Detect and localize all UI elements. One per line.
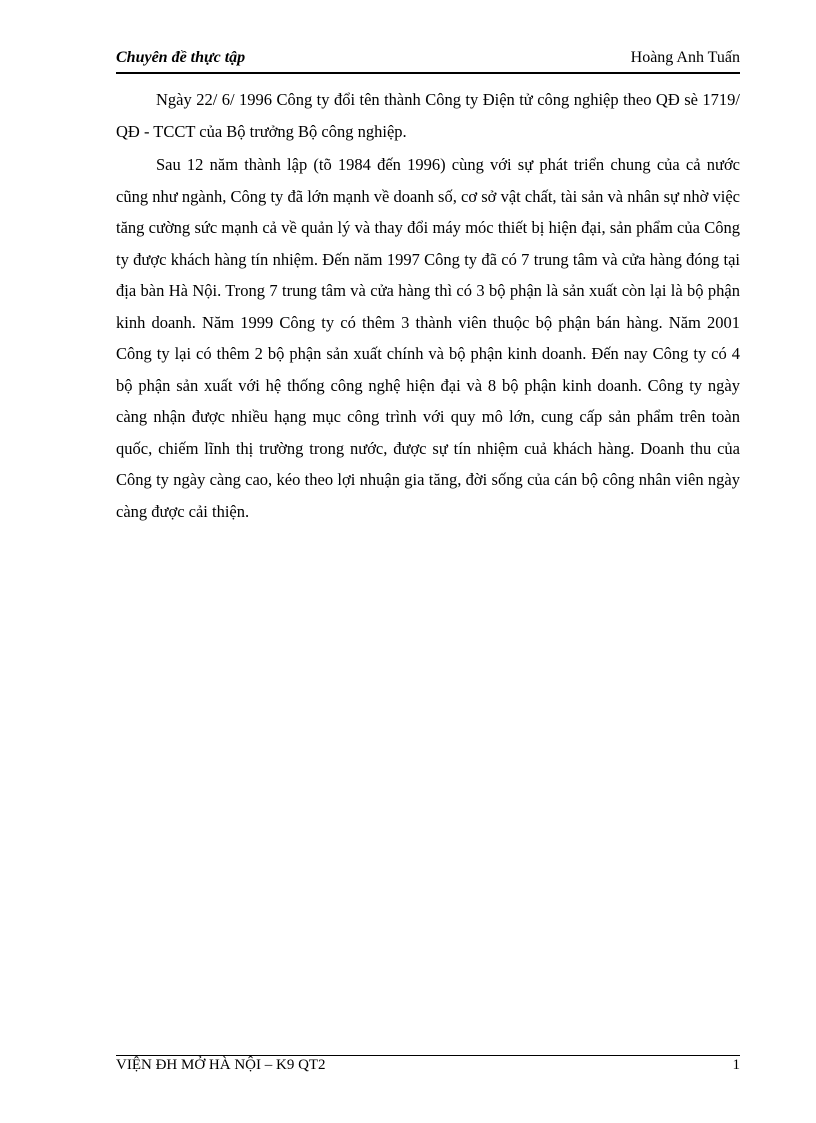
page-header <box>116 48 740 74</box>
page-footer <box>116 1055 740 1078</box>
document-title: Chuyên đề thực tập <box>116 49 246 66</box>
paragraph-1: Ngày 22/ 6/ 1996 Công ty đổi tên thành Công ty Điện tử công nghiệp theo QĐ sè 1719/ QĐ - TCCT của Bộ trưởng Bộ công nghiệp. <box>116 90 740 141</box>
paragraph-2: Sau 12 năm thành lập (tõ 1984 đến 1996) cùng với sự phát triển chung của cả nước cũng như ngành, Công ty đã lớn mạnh về doanh số, cơ sở vật chất, tài sản và nhân sự nhờ việc tăng cường sức mạnh cả về quản lý và thay đổi máy móc thiết bị hiện đại, sản phẩm của Công ty được khách hàng tín nhiệm. Đến năm 1997 Công ty đã có 7 trung tâm và cửa hàng đóng tại địa bàn Hà Nội. Trong 7 trung tâm và cửa hàng thì có 3 bộ phận là sản xuất còn lại là bộ phận kinh doanh. Năm 1999 Công ty có thêm 3 thành viên thuộc bộ phận bán hàng. Năm 2001 Công ty lại có thêm 2 bộ phận sản xuất chính và bộ phận kinh doanh. Đến nay Công ty có 4 bộ phận sản xuất với hệ thống công nghệ hiện đại và 8 bộ phận kinh doanh. Công ty ngày càng nhận được nhiều hạng mục công trình với quy mô lớn, cung cấp sản phẩm trên toàn quốc, chiếm lĩnh thị trường trong nước, được sự tín nhiệm cuả khách hàng. Doanh thu của Công ty ngày càng cao, kéo theo lợi nhuận gia tăng, đời sống của cán bộ công nhân viên ngày càng được cải thiện. <box>116 155 740 521</box>
author-name: Hoàng Anh Tuấn <box>630 49 740 66</box>
page-number: 1 <box>732 1057 740 1073</box>
document-body <box>116 84 740 527</box>
institution-label: VIỆN ĐH MỞ HÀ NỘI – K9 QT2 <box>116 1057 326 1073</box>
